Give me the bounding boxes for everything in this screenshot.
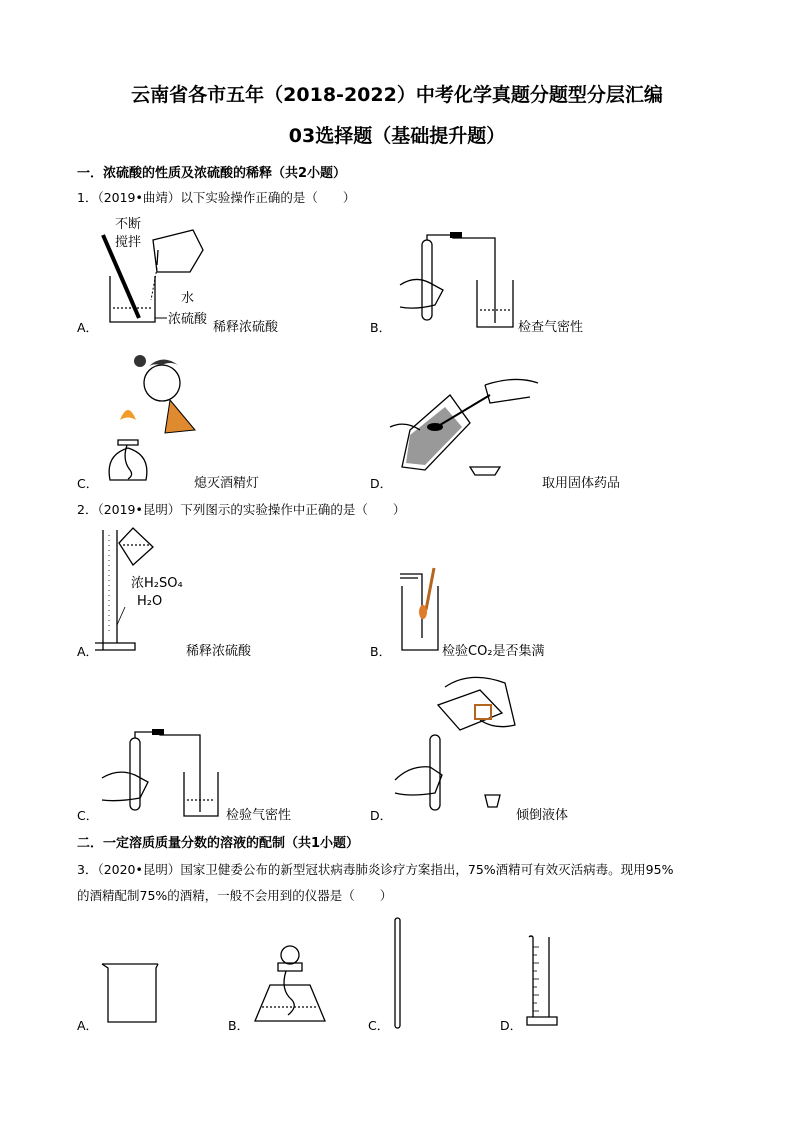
question-stem: 的酒精配制75%的酒精，一般不会用到的仪器是（ ） — [77, 888, 393, 903]
dilute-acid-figure — [95, 210, 235, 330]
figure-label-acid: 浓硫酸 — [168, 312, 208, 327]
figure-label-water: H₂O — [137, 594, 163, 609]
figure-label-water: 水 — [181, 291, 195, 306]
airtightness-figure — [395, 235, 525, 330]
option-caption: 检验气密性 — [226, 808, 292, 823]
option-caption: 取用固体药品 — [542, 476, 621, 491]
figure-label-acid: 浓H₂SO₄ — [131, 576, 183, 591]
option-caption: 稀释浓硫酸 — [213, 320, 279, 335]
option-letter: A． — [77, 644, 99, 659]
blow-out-lamp-figure — [100, 345, 220, 485]
document-title: 云南省各市五年（2018-2022）中考化学真题分题型分层汇编 — [131, 84, 663, 106]
solid-reagent-figure — [390, 375, 540, 475]
question-stem: 3．（2020•昆明）国家卫健委公布的新型冠状病毒肺炎诊疗方案指出，75%酒精可有效灭活病毒。现用95% — [77, 862, 674, 877]
airtightness-figure — [100, 730, 230, 820]
graduated-cylinder-icon — [525, 935, 565, 1027]
question-stem: 2．（2019•昆明）下列图示的实验操作中正确的是（ ） — [77, 502, 406, 517]
option-letter: C． — [368, 1018, 390, 1033]
option-caption: 检验CO₂是否集满 — [442, 644, 545, 659]
question-stem: 1．（2019•曲靖）以下实验操作正确的是（ ） — [77, 190, 356, 205]
figure-label-stir2: 搅拌 — [115, 235, 142, 250]
section-heading: 一．浓硫酸的性质及浓硫酸的稀释（共2小题） — [77, 166, 347, 181]
option-caption: 稀释浓硫酸 — [186, 644, 252, 659]
beaker-icon — [100, 962, 160, 1027]
option-letter: A． — [77, 320, 99, 335]
pour-liquid-figure — [390, 665, 530, 815]
glass-rod-icon — [393, 918, 403, 1030]
option-letter: C． — [77, 808, 99, 823]
option-letter: D． — [500, 1018, 523, 1033]
option-letter: B． — [370, 320, 392, 335]
figure-label-stir1: 不断 — [115, 217, 142, 232]
option-caption: 检查气密性 — [518, 320, 584, 335]
alcohol-lamp-icon — [250, 945, 330, 1025]
option-caption: 熄灭酒精灯 — [194, 476, 260, 491]
option-letter: D． — [370, 476, 393, 491]
option-letter: B． — [370, 644, 392, 659]
option-caption: 倾倒液体 — [516, 808, 569, 823]
co2-bottle-figure — [400, 568, 445, 653]
document-subtitle: 03选择题（基础提升题） — [288, 125, 506, 147]
option-letter: A． — [77, 1018, 99, 1033]
section-heading: 二．一定溶质质量分数的溶液的配制（共1小题） — [77, 836, 360, 851]
option-letter: B． — [228, 1018, 250, 1033]
option-letter: D． — [370, 808, 393, 823]
dilute-acid-cylinder-figure — [95, 525, 195, 655]
option-letter: C． — [77, 476, 99, 491]
